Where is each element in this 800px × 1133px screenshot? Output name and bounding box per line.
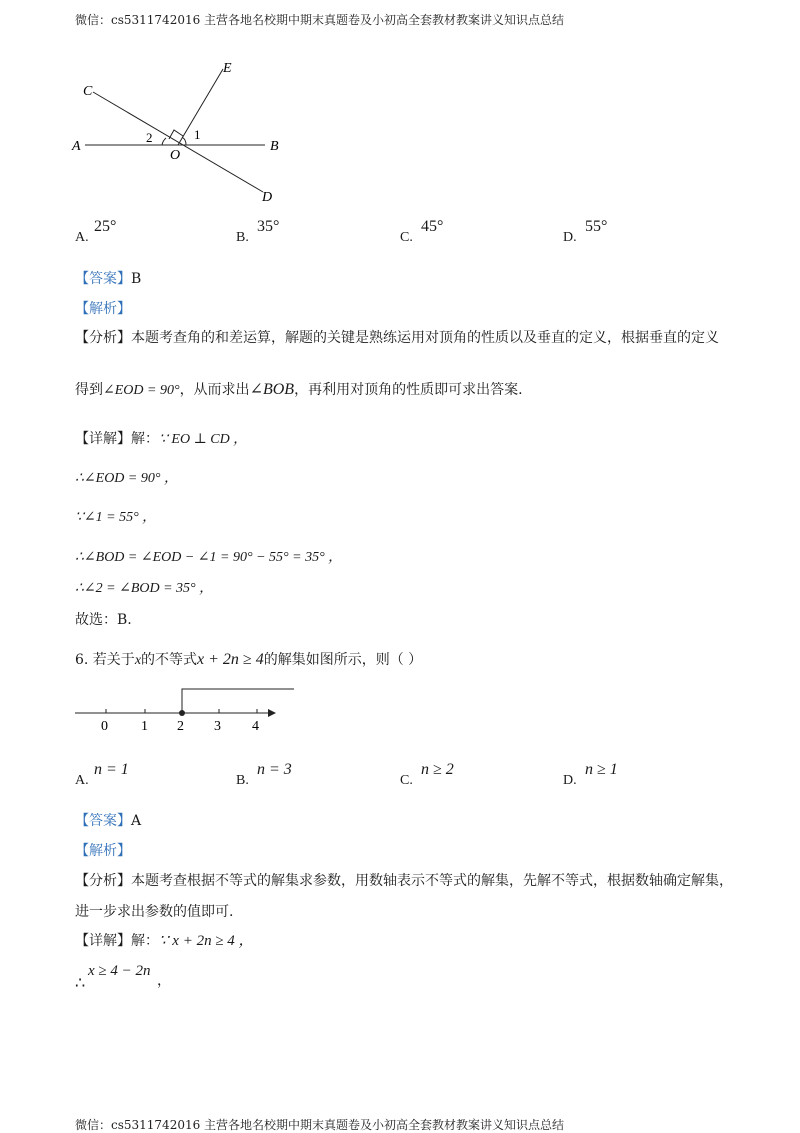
fenxi-text: 本题考查角的和差运算，解题的关键是熟练运用对顶角的性质以及垂直的定义，根据垂直的定义 (131, 330, 719, 346)
detail-tag: 【详解】解： (75, 933, 159, 949)
axis-arrow (268, 709, 276, 717)
label-d: D (262, 190, 273, 205)
q5-detail-l3: ∵∠1 = 55° ， (75, 510, 157, 525)
q5-detail-l4: ∴∠BOD = ∠EOD − ∠1 = 90° − 55° = 35° ， (75, 550, 343, 565)
label-angle-2: 2 (146, 130, 153, 145)
detail-end: ， (157, 973, 171, 989)
tick-label-0: 0 (101, 719, 108, 734)
label-o: O (170, 148, 181, 163)
fenxi-tag: 【分析】 (75, 330, 131, 346)
q6-stem (75, 651, 422, 670)
math-eod: ∠EOD = 90° (103, 383, 180, 398)
q6-option-a-value[interactable]: n = 1 (94, 761, 129, 778)
tick-label-3: 3 (214, 719, 221, 734)
q5-detail-l1 (75, 430, 247, 449)
math-bob: ∠BOB (249, 381, 295, 398)
tick-label-2: 2 (177, 719, 184, 734)
q6-fenxi-line1 (75, 872, 733, 890)
label-a: A (72, 139, 81, 154)
q5-option-c-letter: C. (400, 230, 413, 245)
q6-fenxi-line2: 进一步求出参数的值即可. (75, 904, 234, 920)
q5-option-b-letter: B. (236, 230, 249, 245)
solution-ray (182, 689, 294, 713)
q6-option-c-value[interactable]: n ≥ 2 (421, 761, 454, 778)
q5-analysis-tag: 【解析】 (75, 301, 131, 317)
number-line (70, 680, 310, 735)
q6-analysis-tag: 【解析】 (75, 843, 131, 859)
fenxi-tag: 【分析】 (75, 873, 131, 889)
q6-option-d-value[interactable]: n ≥ 1 (585, 761, 618, 778)
tick-label-4: 4 (252, 719, 259, 734)
ray-oe (178, 69, 223, 145)
q5-fenxi-line2 (75, 381, 523, 400)
answer-value: B (131, 271, 142, 287)
q6-stem-math: x + 2n ≥ 4 (197, 651, 264, 668)
q6-stem-b: 的不等式 (141, 652, 198, 668)
fenxi-text-b: ，从而求出 (179, 382, 250, 398)
page-header: 微信：cs5311742016 主营各地名校期中期末真题卷及小初高全套教材教案讲义知识点总结 (75, 13, 565, 27)
q6-detail-l1 (75, 932, 254, 950)
q6-option-a-letter: A. (75, 773, 89, 788)
q5-option-c-value[interactable]: 45° (421, 218, 444, 235)
q6-stem-a: 6. 若关于 (75, 652, 135, 668)
q6-stem-x: x (134, 653, 142, 668)
q5-detail-l6: 故选：B. (75, 612, 132, 628)
detail-line: ∵ EO ⊥ CD ， (159, 432, 248, 447)
q6-stem-c: 的解集如图所示，则（ ） (263, 652, 423, 668)
q5-option-a-letter: A. (75, 230, 89, 245)
solid-point (179, 710, 185, 716)
q5-answer (75, 270, 141, 288)
q6-answer (75, 812, 141, 830)
q5-option-a-value[interactable]: 25° (94, 218, 117, 235)
q5-option-d-letter: D. (563, 230, 577, 245)
answer-tag: 【答案】 (75, 813, 131, 829)
label-angle-1: 1 (194, 127, 201, 142)
q5-option-b-value[interactable]: 35° (257, 218, 280, 235)
detail-tag: 【详解】解： (75, 431, 159, 447)
page-footer: 微信：cs5311742016 主营各地名校期中期末真题卷及小初高全套教材教案讲义知识点总结 (75, 1118, 565, 1132)
fenxi-text: 本题考查根据不等式的解集求参数，用数轴表示不等式的解集，先解不等式，根据数轴确定解集， (131, 873, 733, 889)
answer-tag: 【答案】 (75, 271, 131, 287)
q5-fenxi-line1 (75, 329, 719, 347)
line-cd (93, 92, 263, 192)
detail-line: ∵ x + 2n ≥ 4 ， (159, 933, 254, 949)
answer-value: A (131, 813, 142, 829)
angle-figure (65, 52, 295, 212)
q5-option-d-value[interactable]: 55° (585, 218, 608, 235)
angle-2-arc (162, 138, 166, 145)
q6-option-d-letter: D. (563, 773, 577, 788)
fenxi-text-a: 得到 (75, 382, 103, 398)
therefore-symbol: ∴ (75, 973, 86, 992)
detail-math: x ≥ 4 − 2n (88, 963, 151, 979)
fenxi-text-c: ，再利用对顶角的性质即可求出答案. (294, 382, 523, 398)
label-b: B (270, 139, 279, 154)
tick-label-1: 1 (141, 719, 148, 734)
label-c: C (83, 84, 93, 99)
q5-detail-l5: ∴∠2 = ∠BOD = 35° ， (75, 581, 214, 596)
q6-option-b-letter: B. (236, 773, 249, 788)
q6-option-c-letter: C. (400, 773, 413, 788)
q5-detail-l2: ∴∠EOD = 90° ， (75, 471, 178, 486)
label-e: E (223, 61, 232, 76)
q6-option-b-value[interactable]: n = 3 (257, 761, 292, 778)
